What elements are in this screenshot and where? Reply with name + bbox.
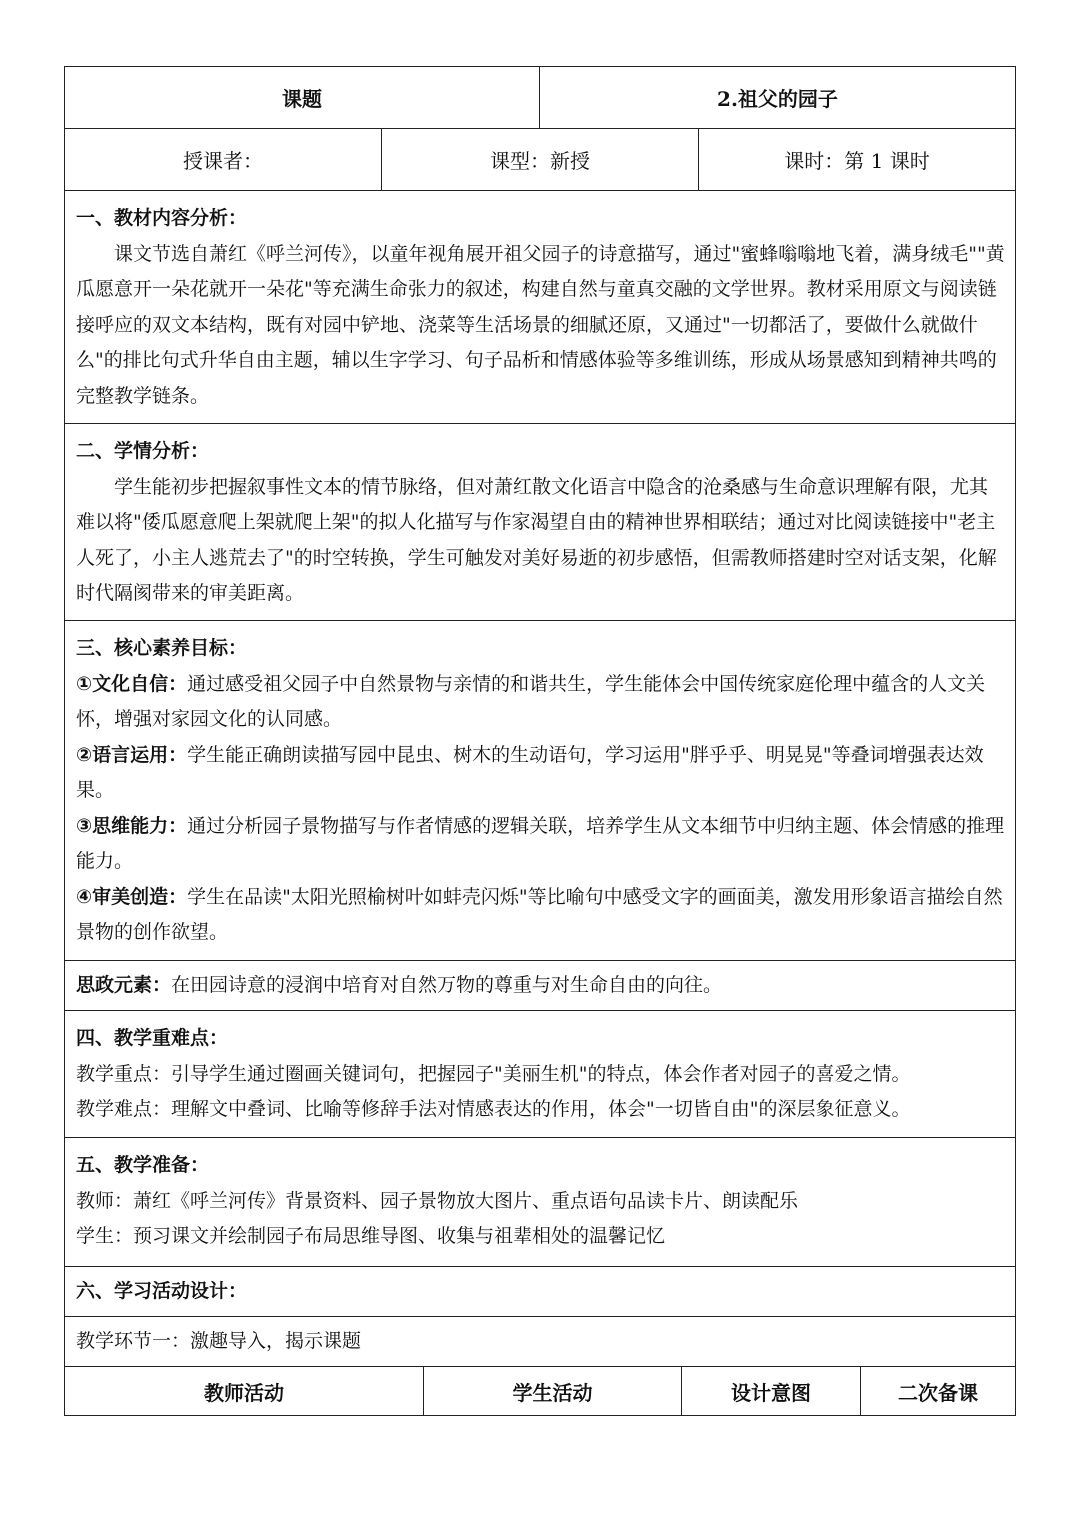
goal-text: 通过分析园子景物描写与作者情感的逻辑关联，培养学生从文本细节中归纳主题、体会情感的推理能力。 — [76, 814, 1005, 872]
goal-text: 学生能正确朗读描写园中昆虫、树木的生动语句，学习运用"胖乎乎、明晃晃"等叠词增强表达效果。 — [76, 743, 984, 801]
activity-columns-row — [65, 1367, 1015, 1415]
topic-row — [65, 67, 1015, 129]
activity-design-title: 六、学习活动设计： — [76, 1280, 248, 1302]
student-analysis-body: 学生能初步把握叙事性文本的情节脉络，但对萧红散文化语言中隐含的沧桑感与生命意识理解有限，尤其难以将"倭瓜愿意爬上架就爬上架"的拟人化描写与作家渴望自由的精神世界相联结；通过对比阅读链接中"老主人死了，小主人逃荒去了"的时空转换，学生可触发对美好易逝的初步感悟，但需教师搭建时空对话支架，化解时代隔阂带来的审美距离。 — [76, 475, 997, 604]
core-goals-title: 三、核心素养目标： — [76, 637, 248, 659]
teacher-prep-line: 教师：萧红《呼兰河传》背景资料、园子景物放大图片、重点语句品读卡片、朗读配乐 — [76, 1189, 799, 1212]
info-row — [65, 129, 1015, 191]
preparation-title: 五、教学准备： — [76, 1154, 210, 1176]
ideology-text: 在田园诗意的浸润中培育对自然万物的尊重与对生命自由的向往。 — [171, 974, 723, 996]
student-analysis-title: 二、学情分析： — [76, 440, 210, 462]
material-analysis-section — [65, 191, 1015, 424]
lesson-type: 课型：新授 — [382, 129, 699, 190]
goal-label: ③思维能力： — [76, 814, 188, 837]
material-analysis-title: 一、教材内容分析： — [76, 207, 248, 229]
core-goals-section — [65, 621, 1015, 961]
goal-label: ①文化自信： — [76, 672, 188, 695]
goal-item — [76, 667, 1005, 738]
ideology-label: 思政元素： — [76, 974, 172, 996]
goal-text: 通过感受祖父园子中自然景物与亲情的和谐共生，学生能体会中国传统家庭伦理中蕴含的人文关怀，增强对家园文化的认同感。 — [76, 672, 986, 730]
topic-label: 课题 — [65, 67, 540, 128]
goal-item — [76, 738, 1005, 809]
lesson-period: 课时：第 1 课时 — [784, 149, 930, 173]
lesson-plan-table — [64, 66, 1016, 1416]
goal-text: 学生在品读"太阳光照榆树叶如蚌壳闪烁"等比喻句中感受文字的画面美，激发用形象语言描绘自然景物的创作欲望。 — [76, 885, 1003, 943]
key-points-title: 四、教学重难点： — [76, 1027, 229, 1049]
activity-design-section — [65, 1267, 1015, 1317]
column-second-prep: 二次备课 — [898, 1380, 978, 1405]
teaching-step-1: 教学环节一：激趣导入，揭示课题 — [76, 1330, 362, 1352]
student-prep-line: 学生：预习课文并绘制园子布局思维导图、收集与祖辈相处的温馨记忆 — [76, 1225, 666, 1247]
goal-item — [76, 809, 1005, 880]
student-analysis-section — [65, 424, 1015, 621]
column-student-activity: 学生活动 — [424, 1367, 682, 1415]
goal-item — [76, 880, 1005, 951]
key-point-line: 教学重点：引导学生通过圈画关键词句，把握园子"美丽生机"的特点，体会作者对园子的喜爱之情。 — [76, 1062, 911, 1085]
ideology-section — [65, 961, 1015, 1011]
column-design-intent: 设计意图 — [682, 1367, 861, 1415]
teaching-step-row — [65, 1317, 1015, 1367]
goal-label: ④审美创造： — [76, 885, 188, 908]
goal-label: ②语言运用： — [76, 743, 188, 766]
topic-value: 2.祖父的园子 — [717, 87, 838, 111]
teacher-label: 授课者： — [65, 129, 382, 190]
difficulty-line: 教学难点：理解文中叠词、比喻等修辞手法对情感表达的作用，体会"一切皆自由"的深层象征意义。 — [76, 1098, 911, 1120]
preparation-section — [65, 1138, 1015, 1267]
column-teacher-activity: 教师活动 — [65, 1367, 424, 1415]
material-analysis-body: 课文节选自萧红《呼兰河传》，以童年视角展开祖父园子的诗意描写，通过"蜜蜂嗡嗡地飞着，满身绒毛""黄瓜愿意开一朵花就开一朵花"等充满生命张力的叙述，构建自然与童真交融的文学世界。教材采用原文与阅读链接呼应的双文本结构，既有对园中铲地、浇菜等生活场景的细腻还原，又通过"一切都活了，要做什么就做什么"的排比句式升华自由主题，辅以生字学习、句子品析和情感体验等多维训练，形成从场景感知到精神共鸣的完整教学链条。 — [76, 242, 1005, 407]
key-points-section — [65, 1011, 1015, 1138]
